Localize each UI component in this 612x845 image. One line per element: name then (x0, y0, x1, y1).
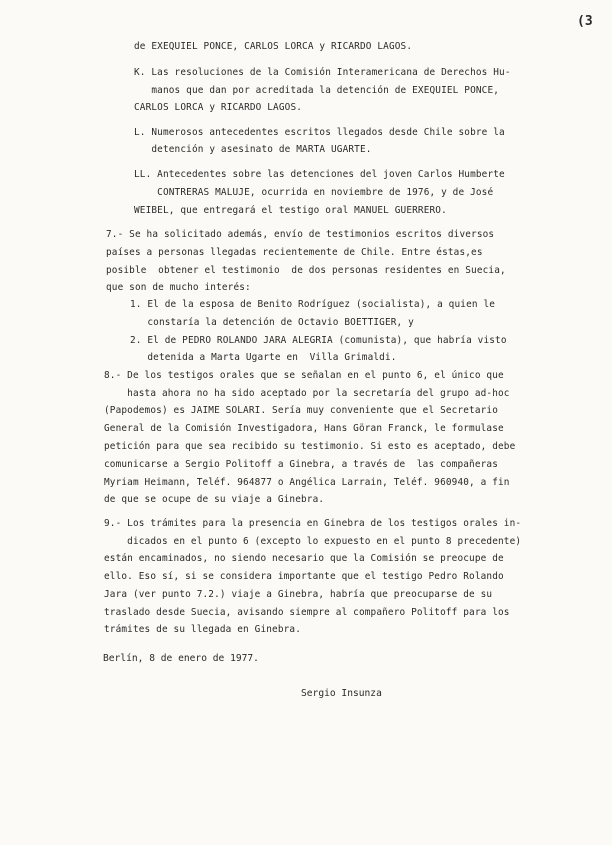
text-line: Jara (ver punto 7.2.) viaje a Ginebra, habría que preocuparse de su (104, 589, 493, 600)
signature-name: Sergio Insunza (301, 688, 382, 699)
text-line: 2. El de PEDRO ROLANDO JARA ALEGRIA (comunista), que habría visto (130, 335, 507, 346)
text-line: constaría la detención de Octavio BOETTIGER, y (130, 317, 414, 328)
text-line: comunicarse a Sergio Politoff a Ginebra, a través de las compañeras (104, 459, 499, 470)
document-date: Berlín, 8 de enero de 1977. (103, 653, 259, 664)
text-line: 9.- Los trámites para la presencia en Ginebra de los testigos orales in- (104, 518, 522, 529)
text-line: están encaminados, no siendo necesario que la Comisión se preocupe de (104, 553, 504, 564)
text-line: manos que dan por acreditada la detención de EXEQUIEL PONCE, (134, 85, 500, 96)
text-line: ello. Eso sí, si se considera importante que el testigo Pedro Rolando (104, 571, 504, 582)
text-line: posible obtener el testimonio de dos personas residentes en Suecia, (106, 265, 506, 276)
text-line: CARLOS LORCA y RICARDO LAGOS. (134, 102, 303, 113)
text-line: de que se ocupe de su viaje a Ginebra. (104, 494, 325, 505)
text-line: 1. El de la esposa de Benito Rodríguez (socialista), a quien le (130, 299, 496, 310)
text-line: dicados en el punto 6 (excepto lo expuesto en el punto 8 precedente) (104, 536, 522, 547)
text-line: CONTRERAS MALUJE, ocurrida en noviembre de 1976, y de José (134, 187, 494, 198)
text-line: que son de mucho interés: (106, 282, 251, 293)
text-line: detención y asesinato de MARTA UGARTE. (134, 144, 372, 155)
text-line: traslado desde Suecia, avisando siempre al compañero Politoff para los (104, 607, 510, 618)
text-line: (Papodemos) es JAIME SOLARI. Sería muy conveniente que el Secretario (104, 405, 499, 416)
text-line: 7.- Se ha solicitado además, envío de testimonios escritos diversos (106, 229, 495, 240)
text-line: L. Numerosos antecedentes escritos llegados desde Chile sobre la (134, 127, 505, 138)
text-line: LL. Antecedentes sobre las detenciones del joven Carlos Humberte (134, 169, 505, 180)
text-line: WEIBEL, que entregará el testigo oral MANUEL GUERRERO. (134, 205, 447, 216)
text-line: países a personas llegadas recientemente de Chile. Entre éstas,es (106, 247, 483, 258)
text-line: General de la Comisión Investigadora, Hans Göran Franck, le formulase (104, 423, 504, 434)
text-line: detenida a Marta Ugarte en Villa Grimaldi. (130, 352, 397, 363)
page-number: (3 (577, 14, 593, 29)
text-line: 8.- De los testigos orales que se señalan en el punto 6, el único que (104, 370, 504, 381)
text-line: petición para que sea recibido su testimonio. Si esto es aceptado, debe (104, 441, 516, 452)
text-line: de EXEQUIEL PONCE, CARLOS LORCA y RICARDO LAGOS. (134, 41, 413, 52)
text-line: trámites de su llegada en Ginebra. (104, 624, 302, 635)
text-line: Myriam Heimann, Teléf. 964877 o Angélica Larrain, Teléf. 960940, a fin (104, 477, 510, 488)
text-line: hasta ahora no ha sido aceptado por la secretaría del grupo ad-hoc (104, 388, 510, 399)
text-line: K. Las resoluciones de la Comisión Interamericana de Derechos Hu- (134, 67, 511, 78)
